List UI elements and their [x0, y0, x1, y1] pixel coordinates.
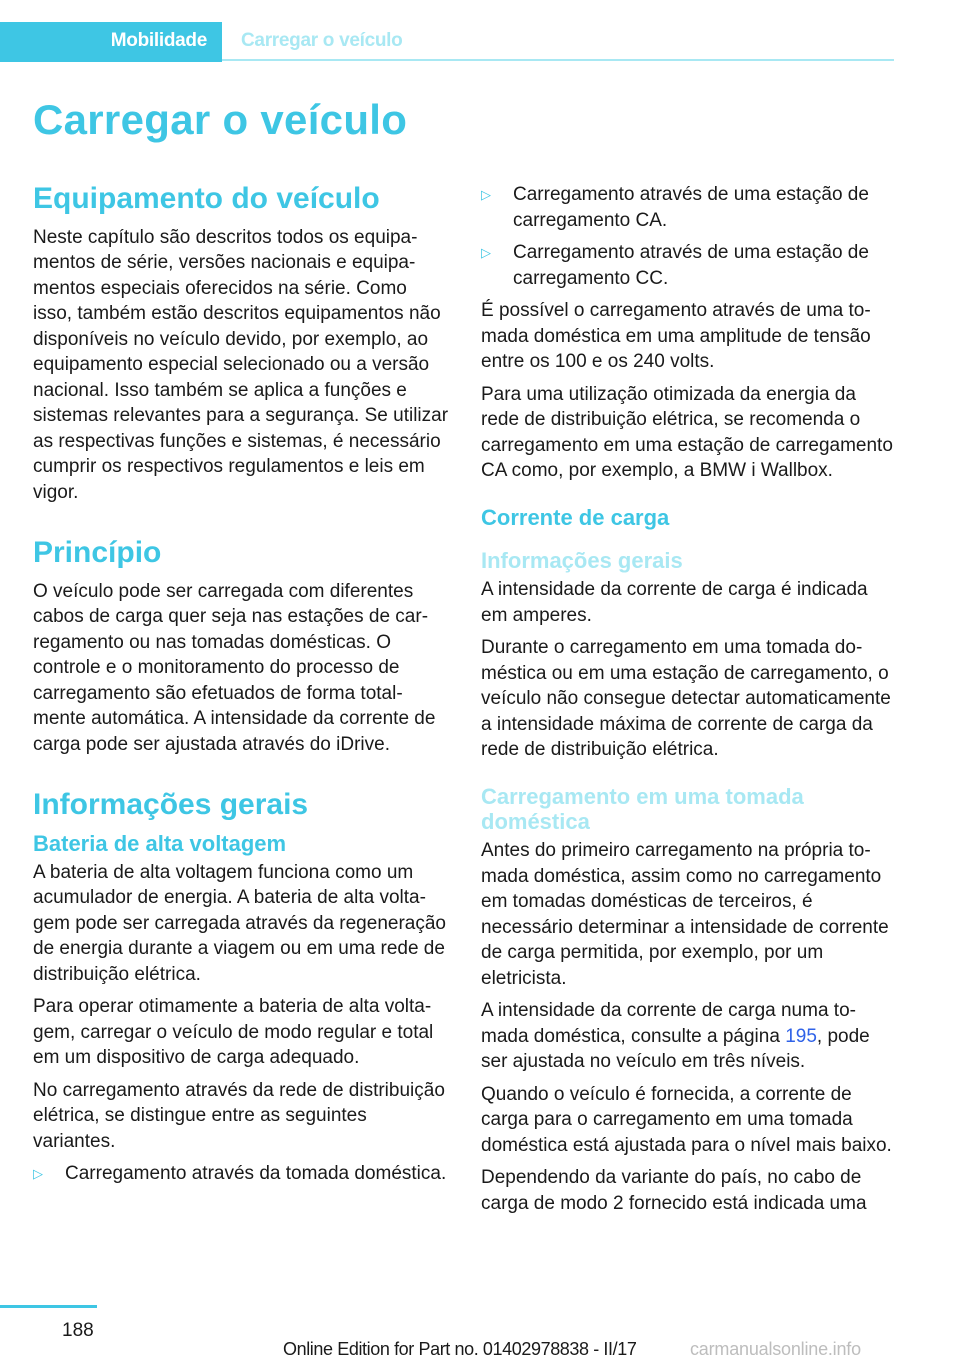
- page-link-195[interactable]: 195: [785, 1025, 817, 1047]
- triangle-bullet-icon: ▷: [33, 1166, 43, 1182]
- paragraph: Neste capítulo são descritos todos os equipamentos de série, versões nacionais e equipamentos especiais oferecidos na série. Como isso, também estão descritos equipamentos não disponíveis no veículo devido, por exemplo, ao equipamento especial selecionado ou a versão nacional. Isso também se aplica a funções e sistemas relevantes para a segurança. Se utilizar as respectivas funções e sistemas, é necessário cumprir os respectivos regulamentos e leis em vigor.: [33, 226, 449, 503]
- paragraph: Para uma utilização otimizada da energia da rede de distribuição elétrica, se recomenda o carregamento em uma estação de carregamento CA como, por exemplo, a BMW i Wallbox.: [481, 383, 893, 481]
- paragraph: A bateria de alta voltagem funciona como um acumulador de energia. A bateria de alta voltagem pode ser carregada através da regeneração de energia durante a viagem ou em uma rede de distribuição elétrica.: [33, 861, 446, 985]
- list-item: ▷ Carregamento através da tomada doméstica.: [33, 1161, 449, 1187]
- page-number: 188: [62, 1320, 94, 1341]
- paragraph: É possível o carregamento através de uma tomada doméstica em uma amplitude de tensão entre os 100 e os 240 volts.: [481, 300, 871, 372]
- triangle-bullet-icon: ▷: [481, 187, 491, 202]
- page-title: Carregar o veículo: [33, 96, 408, 143]
- bullet-list: [33, 1161, 449, 1187]
- footer-accent-line: [0, 1305, 97, 1308]
- list-item: ▷ Carregamento através de uma estação de carregamento CC.: [481, 242, 869, 289]
- watermark: carmanualsonline.info: [690, 1339, 861, 1359]
- paragraph: A intensidade da corrente de carga numa tomada doméstica, consulte a página 195, pode ser ajustada no veículo em três níveis.: [481, 1000, 870, 1073]
- paragraph: No carregamento através da rede de distribuição elétrica, se distingue entre as seguintes variantes.: [33, 1079, 445, 1152]
- triangle-bullet-icon: ▷: [481, 245, 491, 260]
- paragraph: Dependendo da variante do país, no cabo de carga de modo 2 fornecido está indicada uma: [481, 1167, 867, 1214]
- subheading-bateria: Bateria de alta voltagem: [33, 830, 287, 856]
- breadcrumb: Carregar o veículo: [241, 30, 403, 51]
- paragraph: Durante o carregamento em uma tomada doméstica ou em uma estação de carregamento, o veículo não consegue detectar automaticamente a intensidade máxima de corrente de carga da rede de distribuição elétrica.: [481, 637, 891, 761]
- heading-equipamento: Equipamento do veículo: [33, 182, 380, 215]
- subheading-tomada-domestica: Carregamento em uma tomada doméstica: [481, 783, 804, 834]
- section-tab: [0, 22, 222, 62]
- right-column: [481, 182, 897, 1223]
- paragraph: A intensidade da corrente de carga é indicada em amperes.: [481, 579, 868, 626]
- paragraph: Para operar otimamente a bateria de alta voltagem, carregar o veículo de modo regular e total em um dispositivo de carga adequado.: [33, 996, 434, 1069]
- list-item: ▷ Carregamento através de uma estação de carregamento CA.: [481, 184, 869, 231]
- paragraph: O veículo pode ser carregada com diferentes cabos de carga quer seja nas estações de carregamento ou nas tomadas domésticas. O controle e o monitoramento do processo de carregamento são efetuados de forma totalmente automática. A intensidade da corrente de carga pode ser ajustada através do iDrive.: [33, 580, 436, 755]
- heading-informacoes-gerais: Informações gerais: [33, 788, 309, 821]
- bullet-list: [481, 182, 897, 291]
- section-label: Mobilidade: [110, 30, 207, 51]
- header-divider: [222, 59, 894, 61]
- left-column: [33, 182, 449, 1194]
- heading-corrente-de-carga: Corrente de carga: [481, 504, 670, 530]
- edition-note: Online Edition for Part no. 01402978838 - II/17: [283, 1339, 637, 1359]
- heading-principio: Princípio: [33, 536, 162, 569]
- subheading-informacoes-gerais: Informações gerais: [481, 547, 683, 573]
- paragraph: Antes do primeiro carregamento na própria tomada doméstica, assim como no carregamento em tomadas domésticas de terceiros, é necessário determinar a intensidade de corrente de carga permitida, por exemplo, por um eletricista.: [481, 840, 889, 989]
- paragraph: Quando o veículo é fornecida, a corrente de carga para o carregamento em uma tomada doméstica está ajustada para o nível mais baixo.: [481, 1083, 892, 1156]
